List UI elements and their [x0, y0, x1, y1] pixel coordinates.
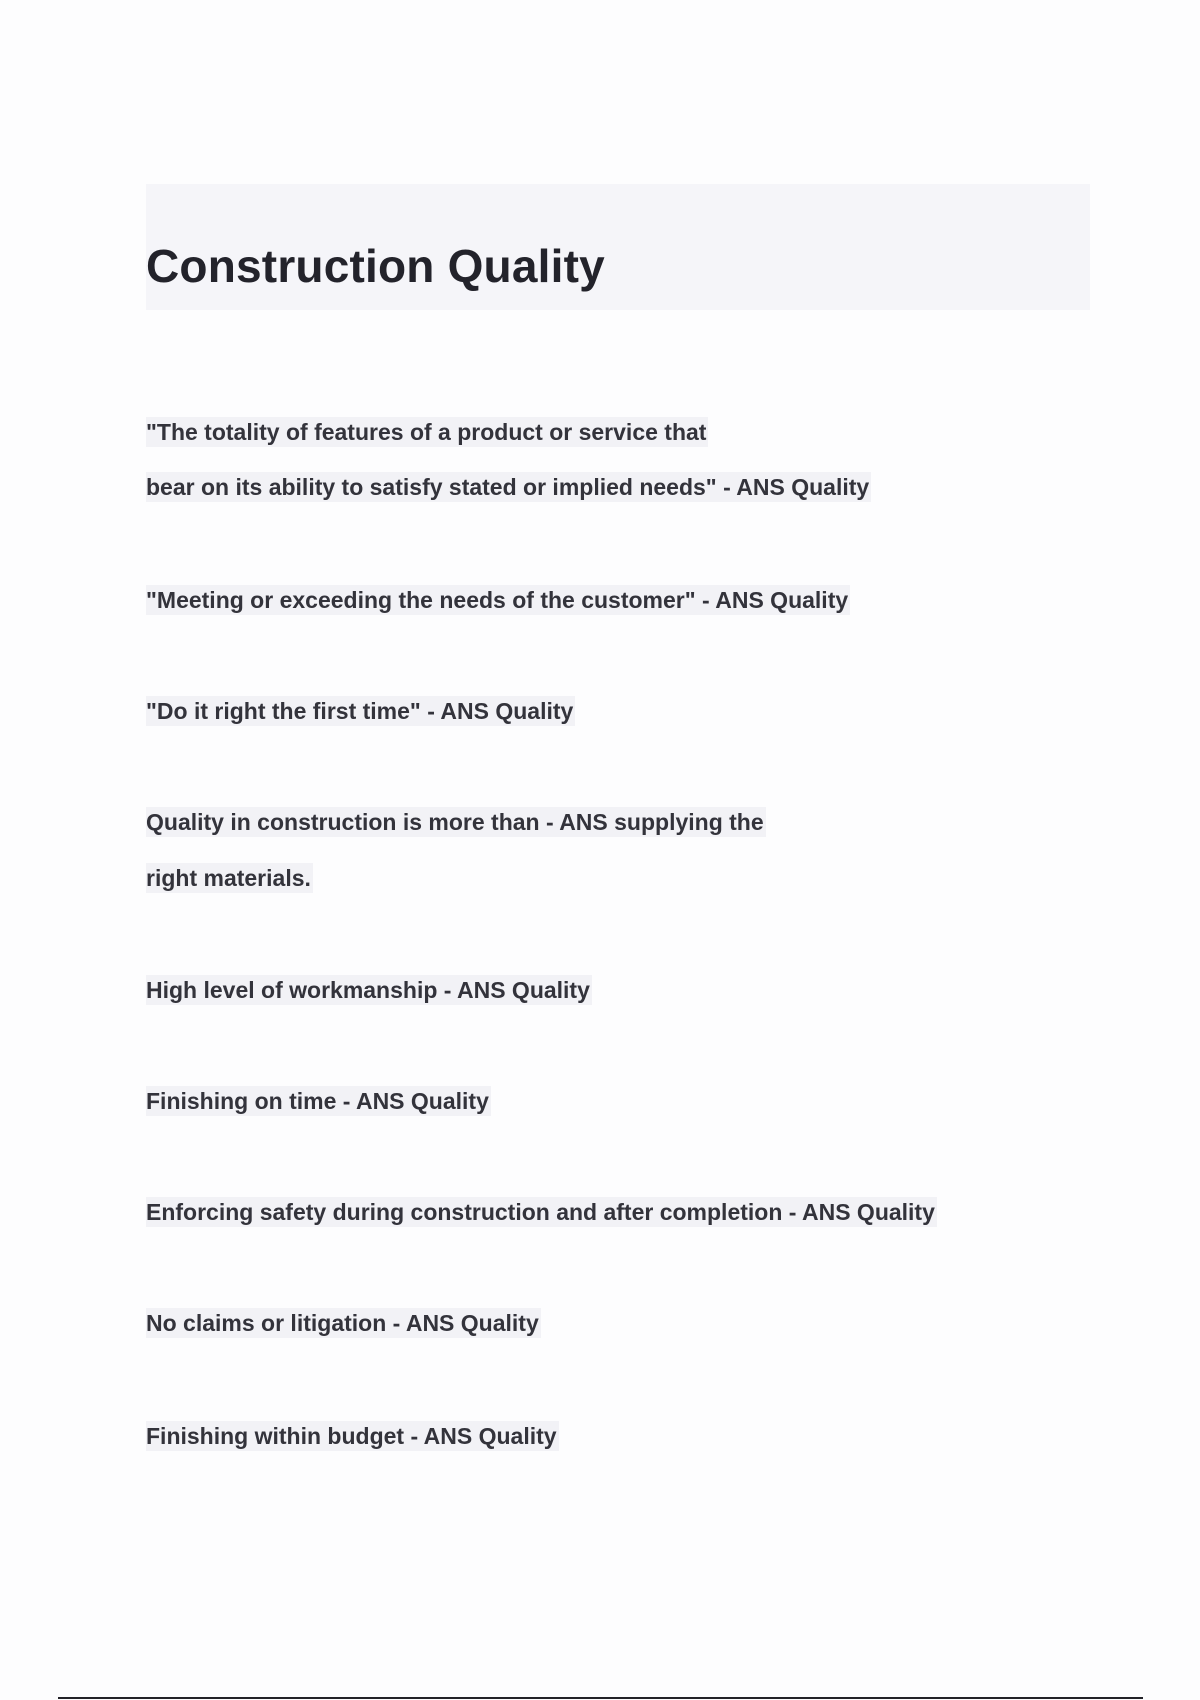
text-line-content: High level of workmanship - ANS Quality: [146, 977, 590, 1003]
text-line-content: "Do it right the first time" - ANS Quality: [146, 698, 574, 724]
text-line-content: "Meeting or exceeding the needs of the customer" - ANS Quality: [146, 587, 849, 613]
text-line: [146, 1197, 937, 1227]
text-line-content: Quality in construction is more than - ANS supplying the: [146, 809, 764, 835]
text-line: [146, 863, 313, 893]
text-line-content: bear on its ability to satisfy stated or implied needs" - ANS Quality: [146, 474, 870, 500]
text-line: [146, 1308, 541, 1338]
text-line-content: Finishing within budget - ANS Quality: [146, 1423, 557, 1449]
text-line-content: right materials.: [146, 865, 311, 891]
text-line: [146, 1421, 559, 1451]
text-line: [146, 472, 871, 502]
text-line: [146, 585, 850, 615]
text-line-content: No claims or litigation - ANS Quality: [146, 1310, 539, 1336]
text-line-content: "The totality of features of a product or service that: [146, 419, 707, 445]
text-line: [146, 807, 766, 837]
text-line: [146, 417, 708, 447]
text-line-content: Enforcing safety during construction and after completion - ANS Quality: [146, 1199, 935, 1225]
text-line-content: Finishing on time - ANS Quality: [146, 1088, 489, 1114]
page-title: Construction Quality: [146, 240, 605, 292]
text-line: [146, 975, 592, 1005]
text-line: [146, 696, 575, 726]
footer-rule: [58, 1697, 1143, 1699]
text-line: [146, 1086, 491, 1116]
